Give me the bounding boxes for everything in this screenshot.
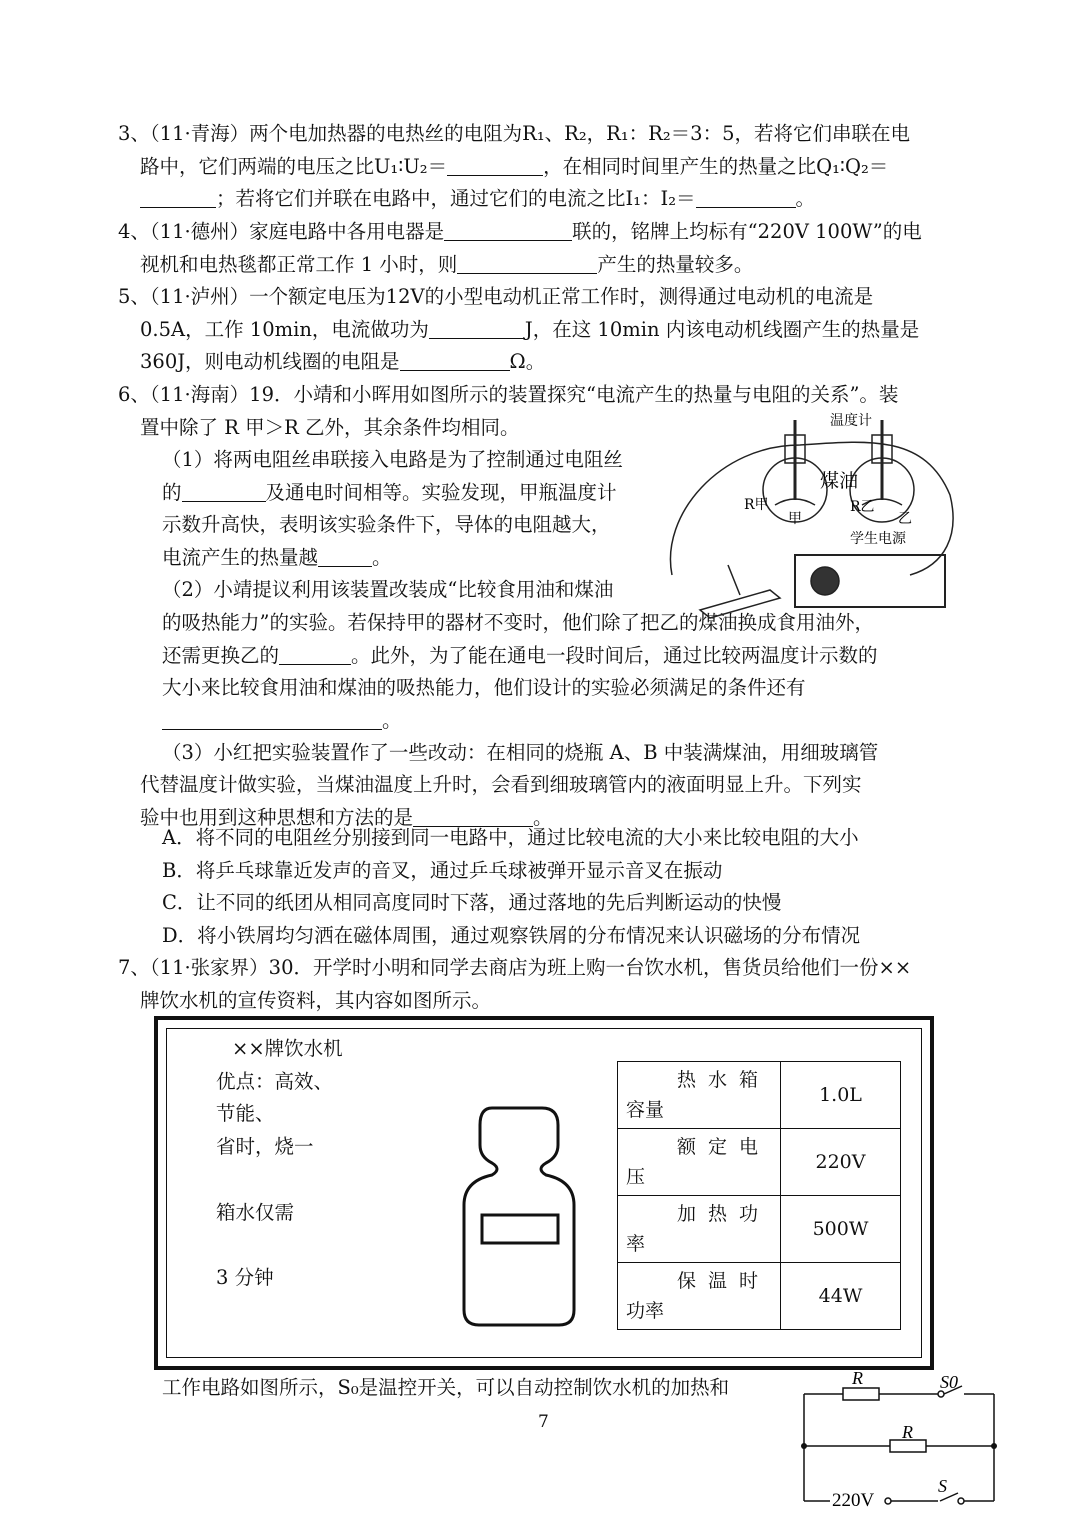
- answer-blank[interactable]: [429, 316, 525, 339]
- q6-line-1: 6、（11·海南）19．小靖和小晖用如图所示的装置探究“电流产生的热量与电阻的关系”。装: [118, 383, 899, 406]
- question-5: [118, 281, 978, 379]
- terminal: [885, 1498, 891, 1504]
- label-kerosene: 煤油: [820, 470, 859, 492]
- ad-line: 箱水仅需: [216, 1201, 295, 1224]
- question-3: [118, 118, 978, 216]
- label-jia: 甲: [788, 511, 802, 527]
- q7-line-1: 7、（11·张家界）30．开学时小明和同学去商店为班上购一台饮水机，售货员给他们一份××: [118, 956, 912, 979]
- label-power: 学生电源: [850, 531, 906, 547]
- ad-line: 省时，烧一: [216, 1135, 314, 1158]
- q7-line-2: 牌饮水机的宣传资料，其内容如图所示。: [140, 988, 492, 1012]
- label-s0: S0: [940, 1372, 958, 1392]
- q5-line-2: 0.5A，工作 10min，电流做功为 J，在这 10min 内该电动机线圈产生的热量是: [140, 317, 920, 341]
- answer-blank[interactable]: [696, 185, 796, 208]
- q6-part-2: 的吸热能力”的实验。若保持甲的器材不变时，他们除了把乙的煤油换成食用油外， 还需更换乙的 。此外，为了能在通电一段时间后，通过比较两温度计示数的 大小来比较食用油和煤油的吸热能力，他们设计的实验必须满足的条件还有 。: [162, 611, 878, 732]
- q3-line-3: ；若将它们并联在电路中，通过它们的电流之比I₁：I₂＝ 。: [118, 183, 978, 216]
- answer-blank[interactable]: [318, 544, 372, 567]
- label-r-jia: R甲: [744, 497, 769, 513]
- q7-line-3: 工作电路如图所示，S₀是温控开关，可以自动控制饮水机的加热和: [162, 1376, 730, 1399]
- circuit-diagram: [798, 1366, 1002, 1536]
- q6-options: [162, 822, 982, 952]
- q3-line-2: 路中，它们两端的电压之比U₁∶U₂＝ ，在相同时间里产生的热量之比Q₁∶Q₂＝: [140, 154, 889, 178]
- switch-lever: [728, 565, 740, 595]
- table-row: 加热功 率 500W: [618, 1196, 901, 1263]
- answer-blank[interactable]: [447, 153, 543, 176]
- q3-line-1: 3、（11·青海）两个电加热器的电热丝的电阻为R₁、R₂，R₁：R₂＝3：5，若将它们串联在电: [118, 122, 910, 145]
- power-knob: [811, 567, 839, 595]
- resistor-r1: [843, 1388, 879, 1400]
- question-4: [118, 216, 978, 281]
- q6-part-1: （1）将两电阻丝串联接入电路是为了控制通过电阻丝 的 及通电时间相等。实验发现，甲瓶温度计 示数升高快，表明该实验条件下，导体的电阻越大， 电流产生的热量越 。 （2）小靖提议利用该装置改装成“比较食用油和煤油: [162, 448, 623, 601]
- experiment-apparatus-figure: [660, 405, 990, 620]
- answer-blank[interactable]: [279, 642, 351, 665]
- answer-blank[interactable]: [444, 218, 572, 241]
- option-c[interactable]: C．让不同的纸团从相同高度同时下落，通过落地的先后判断运动的快慢: [162, 891, 782, 914]
- ad-line: 节能、: [216, 1102, 275, 1125]
- table-row: 保温时 功率 44W: [618, 1263, 901, 1330]
- switch-s-terminal: [958, 1498, 964, 1504]
- answer-blank[interactable]: [140, 185, 216, 208]
- label-voltage: 220V: [832, 1490, 875, 1511]
- table-row: 热水箱 容量 1.0L: [618, 1062, 901, 1129]
- label-thermometer: 温度计: [830, 413, 872, 429]
- q6-part-3: （3）小红把实验装置作了一些改动：在相同的烧瓶 A、B 中装满煤油，用细玻璃管: [162, 741, 879, 764]
- water-dispenser-icon: [462, 1105, 582, 1330]
- answer-blank[interactable]: [457, 251, 597, 274]
- label-s: S: [938, 1476, 947, 1496]
- ad-title: ××牌饮水机: [232, 1037, 343, 1060]
- page-number: 7: [538, 1412, 549, 1432]
- label-r1: R: [852, 1368, 863, 1388]
- spec-table: [617, 1061, 901, 1330]
- q5-line-3: 360J，则电动机线圈的电阻是 Ω。: [140, 350, 546, 373]
- label-yi: 乙: [898, 511, 912, 527]
- q6-part-3-cont: 代替温度计做实验，当煤油温度上升时，会看到细玻璃管内的液面明显上升。下列实 验中也用到这种思想和方法的是 。: [140, 773, 862, 829]
- answer-blank[interactable]: [182, 479, 266, 502]
- table-row: 额定电 压 220V: [618, 1129, 901, 1196]
- ad-line: 优点：高效、: [216, 1070, 334, 1093]
- label-r2: R: [902, 1422, 913, 1442]
- option-b[interactable]: B．将乒乓球靠近发声的音叉，通过乒乓球被弹开显示音叉在振动: [162, 858, 723, 882]
- dispenser-display: [482, 1215, 558, 1243]
- q6-line-2: 置中除了 R 甲＞R 乙外，其余条件均相同。: [140, 415, 520, 439]
- answer-blank[interactable]: [162, 707, 382, 730]
- ad-line: 3 分钟: [216, 1266, 274, 1289]
- q5-line-1: 5、（11·泸州）一个额定电压为12V的小型电动机正常工作时，测得通过电动机的电流是: [118, 285, 874, 308]
- q4-line-1: 4、（11·德州）家庭电路中各用电器是 联的，铭牌上均标有“220V 100W”的电: [118, 220, 922, 243]
- option-a[interactable]: A．将不同的电阻丝分别接到同一电路中，通过比较电流的大小来比较电阻的大小: [162, 826, 859, 849]
- q4-line-2: 视机和电热毯都正常工作 1 小时，则 产生的热量较多。: [140, 252, 754, 276]
- question-7: [118, 952, 978, 1017]
- option-d[interactable]: D．将小铁屑均匀洒在磁体周围，通过观察铁屑的分布情况来认识磁场的分布情况: [162, 923, 861, 947]
- answer-blank[interactable]: [400, 348, 510, 371]
- label-r-yi: R乙: [850, 499, 875, 515]
